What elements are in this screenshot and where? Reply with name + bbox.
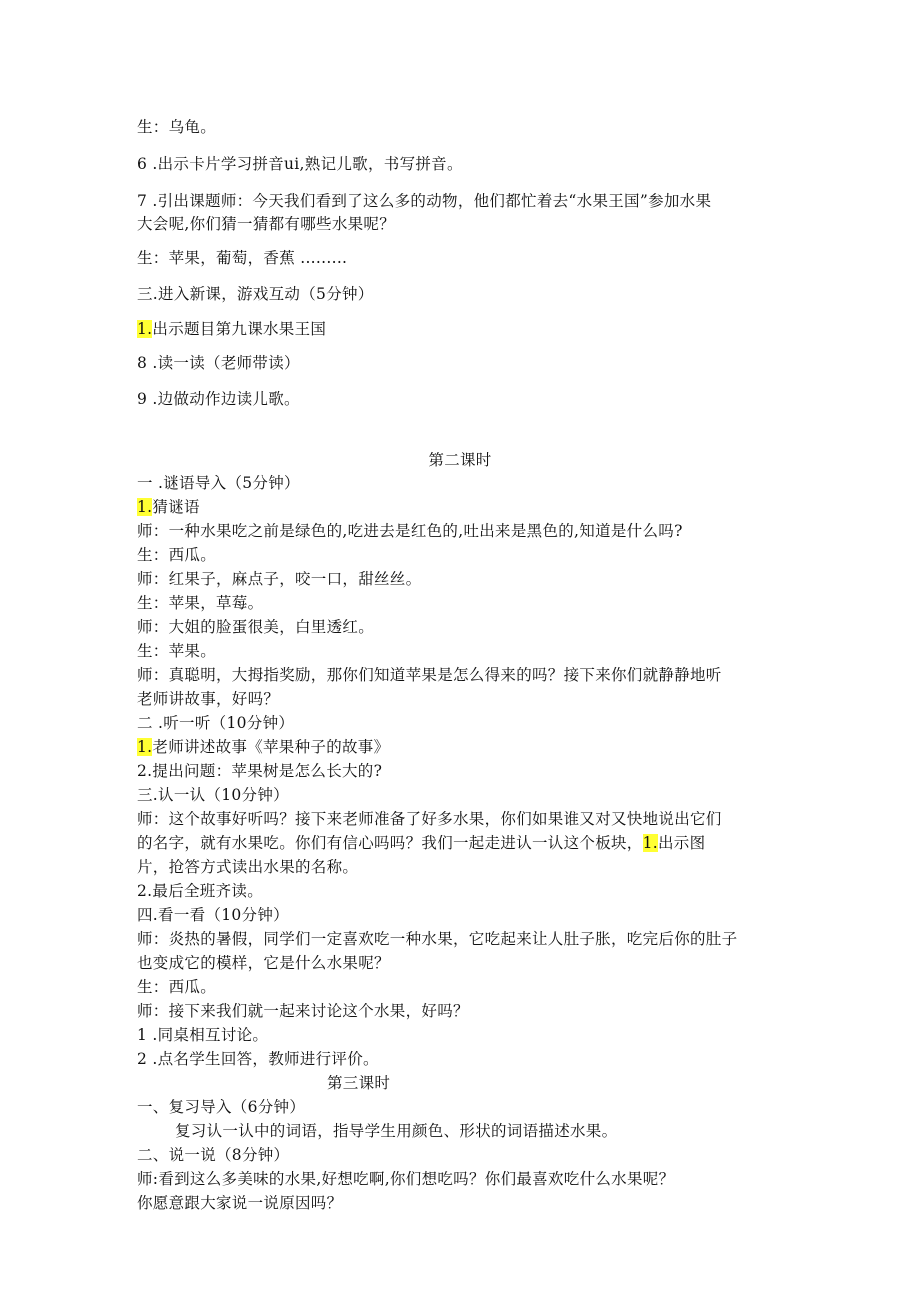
section-heading: 二、说一说（8分钟）	[137, 1146, 290, 1164]
section-heading: 四.看一看（10分钟）	[137, 906, 289, 924]
text-line: 7 .引出课题师：今天我们看到了这么多的动物，他们都忙着去“水果王国”参加水果	[137, 192, 712, 210]
text-line-content: 出示图	[658, 834, 706, 852]
text-line: 1 .同桌相互讨论。	[137, 1026, 269, 1044]
section-heading: 三.进入新课，游戏互动（5分钟）	[137, 285, 374, 303]
text-line-content: 老师讲述故事《苹果种子的故事》	[152, 738, 390, 756]
text-line: 生：西瓜。	[137, 978, 217, 996]
text-line: 师：这个故事好听吗？接下来老师准备了好多水果，你们如果谁又对又快地说出它们	[137, 810, 722, 828]
text-line	[137, 736, 389, 758]
lesson-title: 第三课时	[327, 1074, 391, 1092]
text-line: 2.最后全班齐读。	[137, 882, 263, 900]
text-line-content: 猜谜语	[152, 498, 200, 516]
text-line: 师：炎热的暑假，同学们一定喜欢吃一种水果，它吃起来让人肚子胀，吃完后你的肚子	[137, 930, 738, 948]
text-line-content: 的名字，就有水果吃。你们有信心吗吗？我们一起走进认一认这个板块，	[137, 834, 643, 852]
text-line	[137, 318, 326, 340]
section-heading: 一、复习导入（6分钟）	[137, 1098, 306, 1116]
text-line: 生：乌龟。	[137, 118, 217, 136]
text-line: 9 .边做动作边读儿歌。	[137, 390, 300, 408]
text-line: 生：苹果，草莓。	[137, 594, 264, 612]
text-line	[137, 496, 200, 518]
text-line: 也变成它的模样，它是什么水果呢？	[137, 954, 390, 972]
highlighted-number: 1.	[137, 320, 153, 338]
section-heading: 二 .听一听（10分钟）	[137, 714, 295, 732]
text-line: 师：一种水果吃之前是绿色的,吃进去是红色的,吐出来是黑色的,知道是什么吗?	[137, 522, 683, 540]
text-line: 2 .点名学生回答，教师进行评价。	[137, 1050, 379, 1068]
text-line: 2.提出问题：苹果树是怎么长大的?	[137, 762, 383, 780]
text-line: 师：大姐的脸蛋很美，白里透红。	[137, 618, 375, 636]
text-line: 复习认一认中的词语，指导学生用颜色、形状的词语描述水果。	[175, 1122, 618, 1140]
text-line: 你愿意跟大家说一说原因吗？	[137, 1194, 343, 1212]
highlighted-number: 1.	[642, 834, 658, 852]
section-heading: 三.认一认（10分钟）	[137, 786, 289, 804]
text-line: 大会呢,你们猜一猜都有哪些水果呢？	[137, 215, 396, 233]
text-line: 生：苹果，葡萄，香蕉 .........	[137, 249, 348, 267]
text-line: 片，抢答方式读出水果的名称。	[137, 858, 359, 876]
text-line: 师：真聪明，大拇指奖励，那你们知道苹果是怎么得来的吗？接下来你们就静静地听	[137, 666, 722, 684]
text-line: 老师讲故事，好吗？	[137, 690, 280, 708]
text-line-content: 出示题目第九课水果王国	[152, 320, 327, 338]
text-line	[137, 832, 705, 854]
text-line: 师:看到这么多美味的水果,好想吃啊,你们想吃吗？你们最喜欢吃什么水果呢？	[137, 1170, 675, 1188]
text-line: 生：西瓜。	[137, 546, 217, 564]
text-line: 生：苹果。	[137, 642, 217, 660]
text-line: 师：红果子，麻点子，咬一口，甜丝丝。	[137, 570, 422, 588]
highlighted-number: 1.	[137, 498, 153, 516]
section-heading: 一 .谜语导入（5分钟）	[137, 474, 300, 492]
text-line: 8 .读一读（老师带读）	[137, 354, 300, 372]
text-line: 6 .出示卡片学习拼音ui,熟记儿歌，书写拼音。	[137, 155, 463, 173]
text-line: 师：接下来我们就一起来讨论这个水果，好吗？	[137, 1002, 469, 1020]
lesson-title: 第二课时	[428, 451, 492, 469]
highlighted-number: 1.	[137, 738, 153, 756]
